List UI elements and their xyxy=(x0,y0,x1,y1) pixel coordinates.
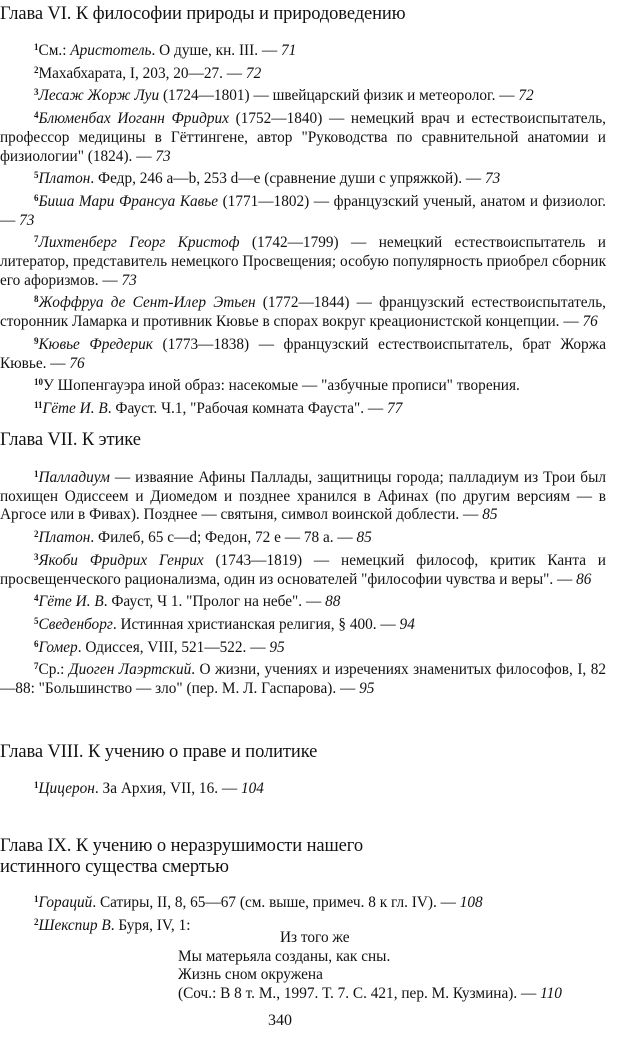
note-item: $^4$Блюменбах Иоганн Фридрих (1752—1840) — немецкий врач и естествоиспытатель, профессор медицины в Гёттингене, автор "Руководства по сравнительной анатомии и физиологии" (1824). — 73 xyxy=(0,110,606,165)
chapter-9-heading-line-1: Глава IX. К учению о неразрушимости нашего xyxy=(0,836,363,856)
note-item: $^3$Якоби Фридрих Генрих (1743—1819) — немецкий философ, критик Канта и просвещенческого рационализма, один из основателей "философии чувства и веры". — 86 xyxy=(0,551,606,588)
note-item: $^7$Ср.: Диоген Лаэртский. О жизни, учениях и изречениях знаменитых философов, I, 82—88: "Большинство — зло" (пер. М. Л. Гаспарова). — 95 xyxy=(0,661,607,698)
verse-title: Из того же xyxy=(280,929,350,946)
note-item: $^2$Махабхарата, I, 203, 20—27. — 72 xyxy=(34,64,262,82)
verse-source: (Соч.: В 8 т. М., 1997. Т. 7. С. 421, пер. М. Кузмина). — 110 xyxy=(178,985,562,1003)
chapter-7-heading: Глава VII. К этике xyxy=(0,430,141,450)
verse-line: Мы матерьяла созданы, как сны. xyxy=(178,947,391,965)
chapter-7-notes xyxy=(0,465,606,699)
chapter-6-notes xyxy=(0,38,606,419)
note-item: $^7$Лихтенберг Георг Кристоф (1742—1799) — немецкий естествоиспытатель и литератор, представитель немецкого Просвещения; особую популярность приобрел сборник его афоризмов. — 73 xyxy=(0,234,606,289)
note-item: $^2$Шекспир В. Буря, IV, 1: xyxy=(34,916,191,934)
note-item: $^1$Гораций. Сатиры, II, 8, 65—67 (см. выше, примеч. 8 к гл. IV). — 108 xyxy=(34,894,483,911)
note-item: $^2$Платон. Филеб, 65 c—d; Федон, 72 e — 78 a. — 85 xyxy=(34,529,372,547)
chapter-9-heading xyxy=(0,836,363,878)
note-item: $^5$Сведенборг. Истинная христианская религия, § 400. — 94 xyxy=(34,615,415,633)
note-item: $^{11}$Гёте И. В. Фауст. Ч.1, "Рабочая комната Фауста". — 77 xyxy=(34,399,403,417)
chapter-8-heading: Глава VIII. К учению о праве и политике xyxy=(0,742,318,762)
note-item: $^1$Палладиум — изваяние Афины Паллады, защитницы города; палладиум из Трои был похищен Одиссеем и Диомедом и позднее хранился в Афинах (по другим версиям — в Аргосе или в Фивах). Позднее — святыня, символ воинской доблести. — 85 xyxy=(0,469,606,524)
verse-quote xyxy=(178,929,562,1004)
note-item: $^6$Гомер. Одиссея, VIII, 521—522. — 95 xyxy=(34,638,285,656)
page-number: 340 xyxy=(268,1012,292,1029)
note-item: $^1$Цицерон. За Архия, VII, 16. — 104 xyxy=(34,780,264,797)
note-item: $^9$Кювье Фредерик (1773—1838) — французский естествоиспытатель, брат Жоржа Кювье. — 76 xyxy=(0,335,606,372)
note-item: $^3$Лесаж Жорж Луи (1724—1801) — швейцарский физик и метеоролог. — 72 xyxy=(34,87,534,105)
note-item: $^1$См.: Аристотель. О душе, кн. III. — 71 xyxy=(34,42,297,59)
note-item: $^{10}$У Шопенгауэра иной образ: насекомые — "азбучные прописи" творения. xyxy=(34,377,520,395)
verse-line: Жизнь сном окружена xyxy=(178,966,323,984)
note-item: $^6$Биша Мари Франсуа Кавье (1771—1802) — французский ученый, анатом и физиолог. — 73 xyxy=(0,192,606,229)
note-item: $^8$Жоффруа де Сент-Илер Этьен (1772—1844) — французский естествоиспытатель, сторонник Ламарка и противник Кювье в спорах вокруг креационистской концепции. — 76 xyxy=(0,294,606,331)
chapter-9-heading-line-2: истинного существа смертью xyxy=(0,857,229,877)
note-item: $^4$Гёте И. В. Фауст, Ч 1. "Пролог на небе". — 88 xyxy=(34,593,341,611)
note-item: $^5$Платон. Федр, 246 a—b, 253 d—e (сравнение души с упряжкой). — 73 xyxy=(34,170,501,188)
chapter-6-heading: Глава VI. К философии природы и природоведению xyxy=(0,4,406,24)
chapter-8-notes xyxy=(0,776,606,799)
